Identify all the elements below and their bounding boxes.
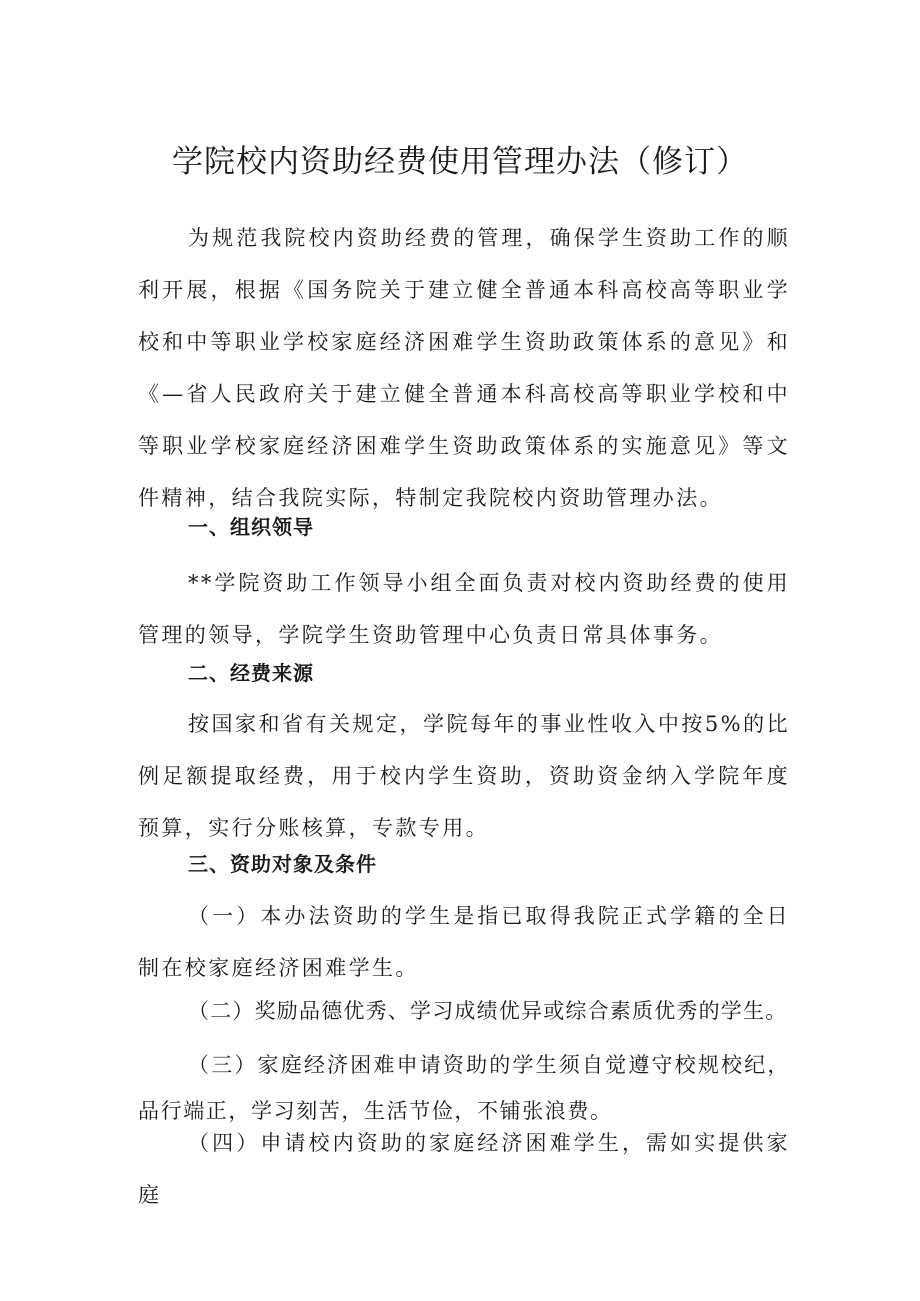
- intro-paragraph: 为规范我院校内资助经费的管理，确保学生资助工作的顺利开展，根据《国务院关于建立健全普通本科高校高等职业学校和中等职业学校家庭经济困难学生资助政策体系的意见》和《—省人民政府关于建立健全普通本科高校高等职业学校和中等职业学校家庭经济困难学生资助政策体系的实施意见》等文件精神，结合我院实际，特制定我院校内资助管理办法。: [138, 226, 790, 510]
- section-paragraph: （三）家庭经济困难申请资助的学生须自觉遵守校规校纪，品行端正，学习刻苦，生活节俭，不铺张浪费。: [138, 1053, 790, 1123]
- document-title: 学院校内资助经费使用管理办法（修订）: [172, 144, 748, 180]
- section-heading-funding-source: 二、经费来源: [188, 661, 314, 685]
- section-heading-organization: 一、组织领导: [188, 515, 314, 539]
- section-heading-eligibility: 三、资助对象及条件: [188, 852, 377, 876]
- section-paragraph: （二）奖励品德优秀、学习成绩优异或综合素质优秀的学生。: [188, 999, 788, 1023]
- section-paragraph: （四）申请校内资助的家庭经济困难学生，需如实提供家庭: [138, 1131, 790, 1207]
- section-paragraph: 按国家和省有关规定，学院每年的事业性收入中按5%的比例足额提取经费，用于校内学生资助，资助资金纳入学院年度预算，实行分账核算，专款专用。: [138, 712, 790, 840]
- section-paragraph: **学院资助工作领导小组全面负责对校内资助经费的使用管理的领导，学院学生资助管理中心负责日常具体事务。: [138, 571, 790, 647]
- section-paragraph: （一）本办法资助的学生是指已取得我院正式学籍的全日制在校家庭经济困难学生。: [138, 904, 790, 980]
